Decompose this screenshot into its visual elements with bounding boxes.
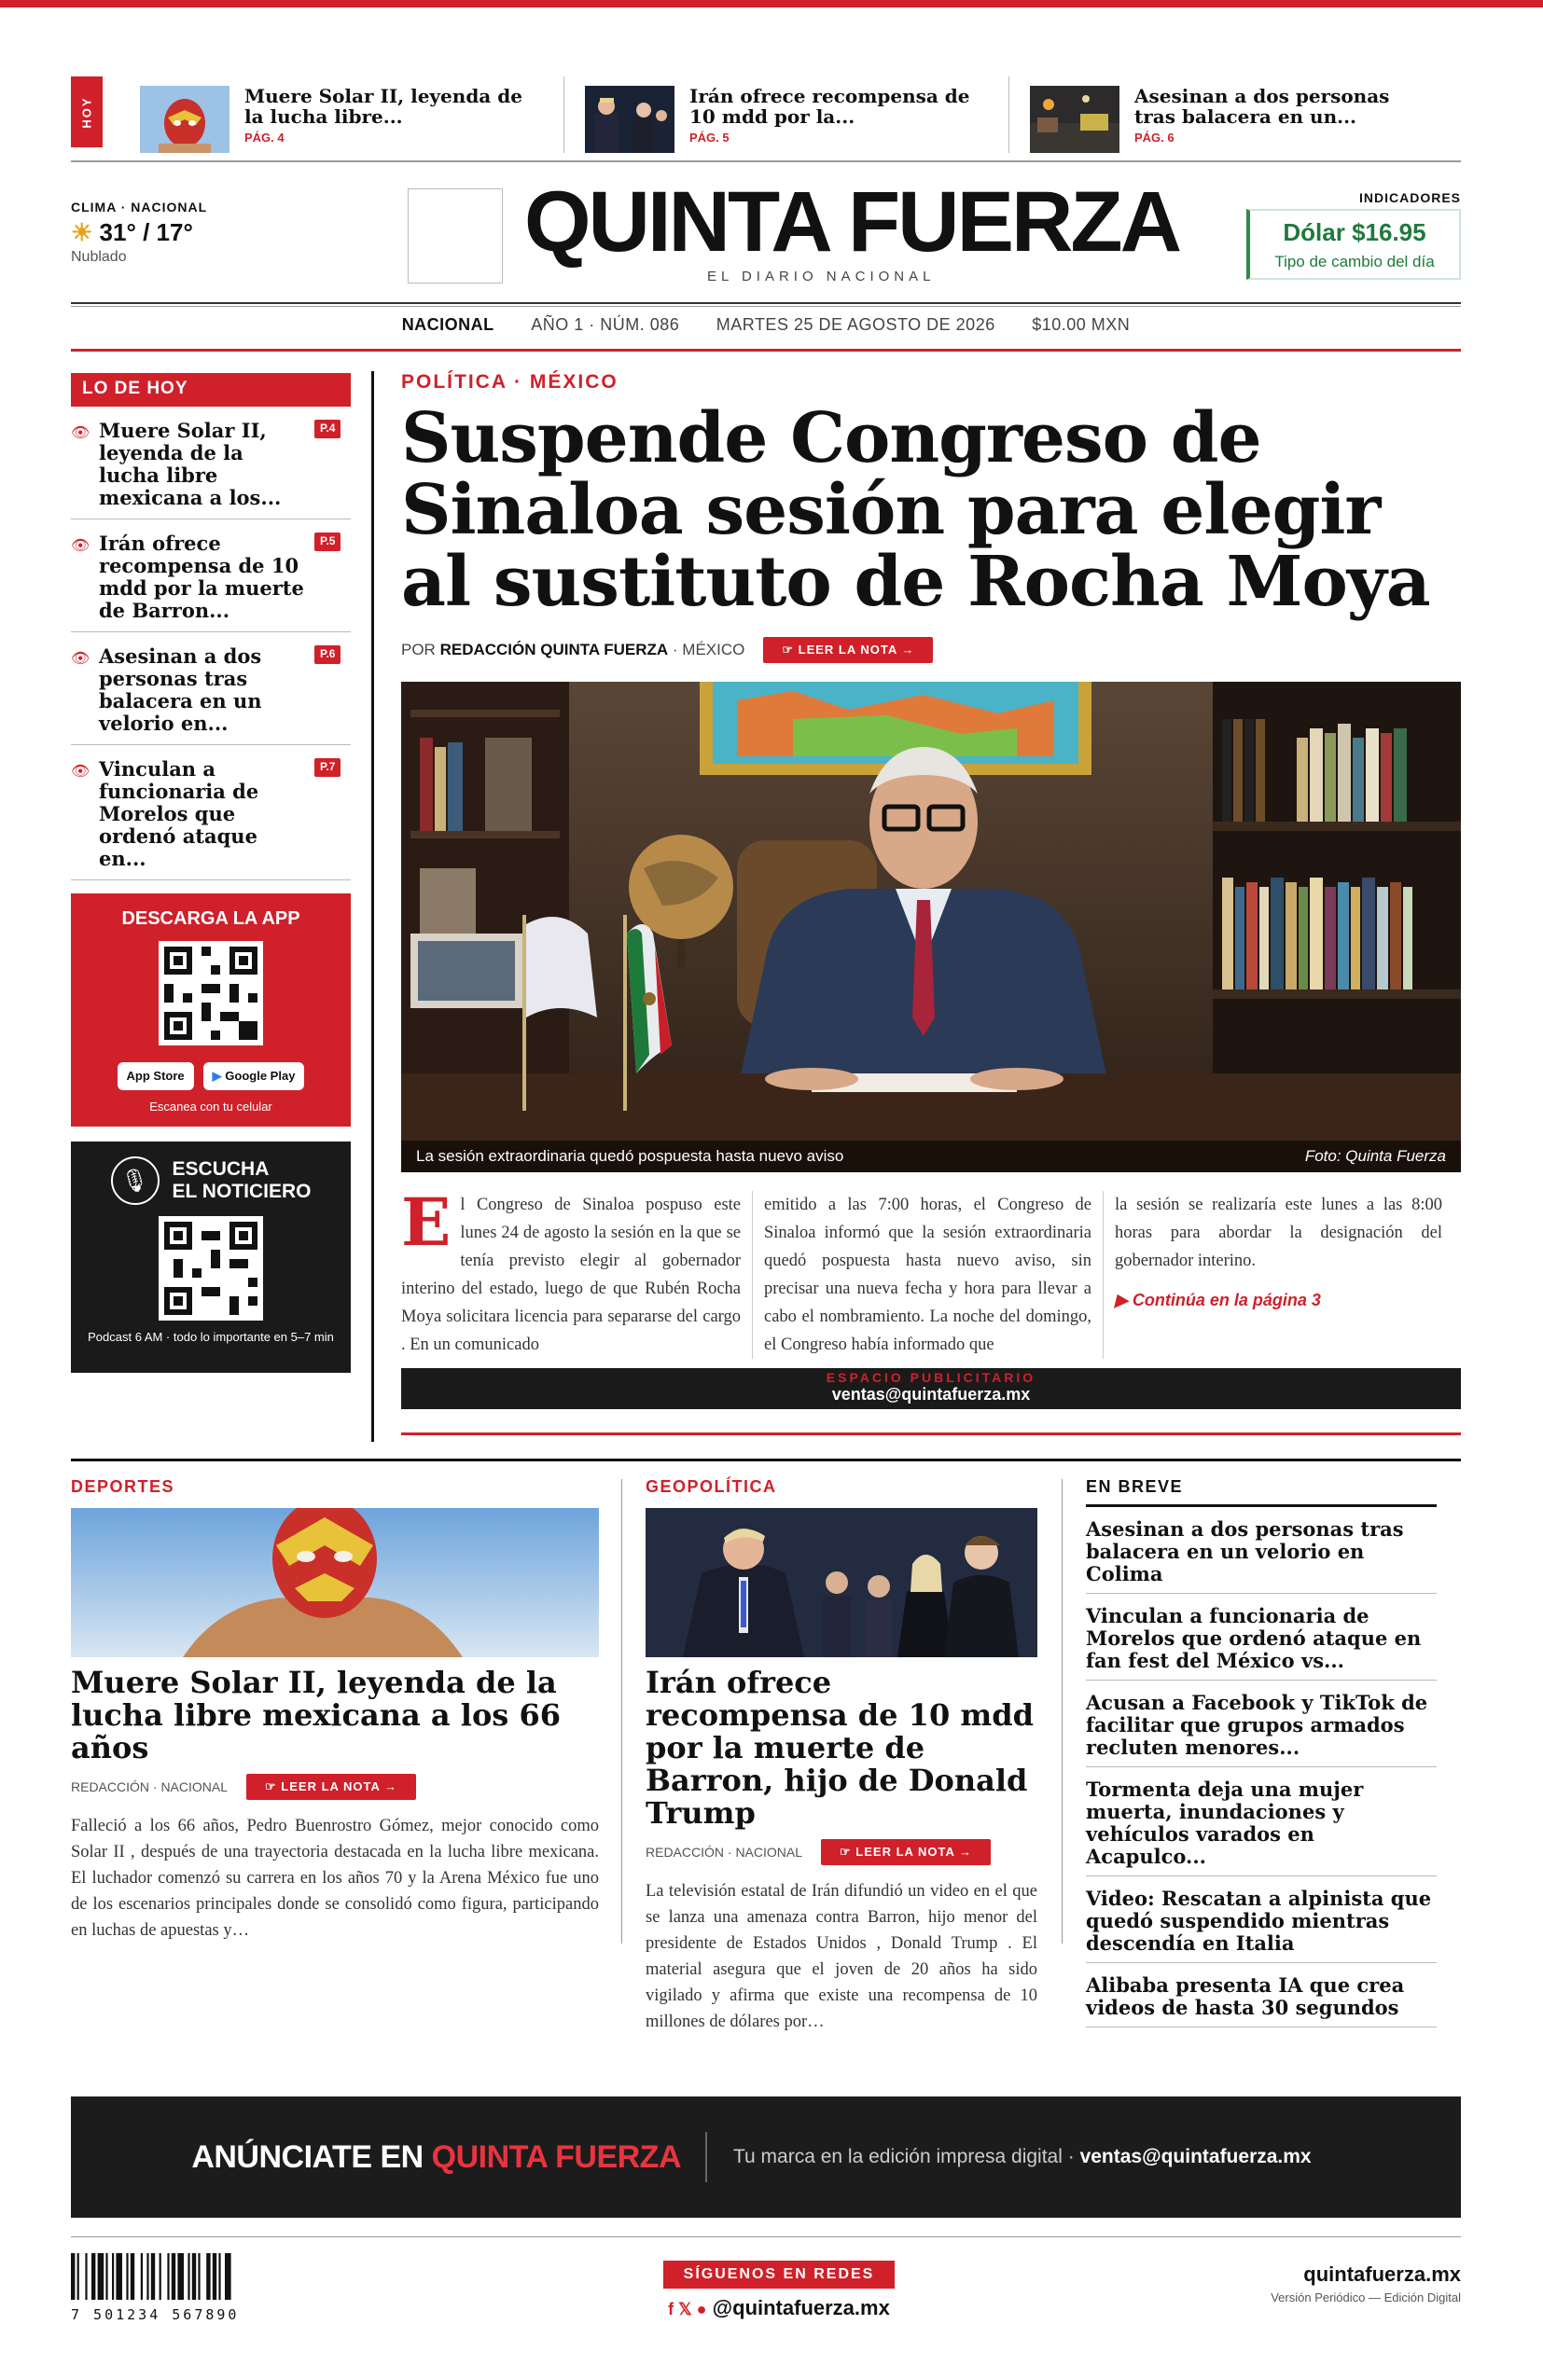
ad-label: ESPACIO PUBLICITARIO	[826, 1370, 1036, 1385]
teaser-title: Irán ofrece recompensa de 10 mdd por la...	[689, 85, 970, 128]
brief-item[interactable]: Asesinan a dos personas tras balacera en un velorio en Colima	[1086, 1507, 1437, 1594]
eye-icon: 👁	[71, 538, 90, 554]
teaser-item[interactable]	[140, 76, 543, 160]
column-divider	[621, 1479, 622, 1944]
sidebar	[71, 373, 351, 1373]
eye-icon: 👁	[71, 764, 90, 780]
trump-photo	[646, 1508, 1037, 1657]
ad-email: ventas@quintafuerza.mx	[831, 1385, 1031, 1404]
sidebar-divider	[371, 371, 374, 1442]
lead-col3-text: la sesión se realizaría este lunes a las 8:00 horas para abordar la designación del gobernador interino.	[1115, 1196, 1442, 1270]
sports-meta	[71, 1774, 599, 1800]
sports-text: Falleció a los 66 años, Pedro Buenrostro Gómez, mejor conocido como Solar II , después de una trayectoria destacada en la lucha libre mexicana. El luchador comenzó su carrera en los años 70 y la Arena México fue uno de los escenarios principales donde se consolidó como figura, participando en luchas de apuestas y…	[71, 1817, 599, 1940]
lead-kicker: POLÍTICA · MÉXICO	[401, 371, 619, 393]
social-icons[interactable]: f 𝕏 ●	[668, 2300, 707, 2318]
teaser-page: PÁG. 5	[689, 131, 730, 145]
geo-meta	[646, 1839, 1037, 1865]
footer-rule	[71, 2236, 1461, 2237]
sun-icon: ☀	[71, 218, 93, 246]
sports-section	[71, 1477, 599, 1944]
lead-article	[401, 371, 1461, 1409]
sidebar-item-title: Muere Solar II, leyenda de la lucha libre mexicana a los...	[99, 419, 282, 509]
social-block	[653, 2261, 905, 2320]
column-divider	[1062, 1479, 1063, 1944]
brief-item[interactable]: Alibaba presenta IA que crea videos de hasta 30 segundos	[1086, 1963, 1437, 2027]
brief-item[interactable]: Vinculan a funcionaria de Morelos que ordenó ataque en fan fest del México vs...	[1086, 1594, 1437, 1681]
geo-label: GEOPOLÍTICA	[646, 1477, 777, 1496]
photo-caption: La sesión extraordinaria quedó pospuesta hasta nuevo aviso	[416, 1147, 844, 1165]
geo-photo[interactable]	[646, 1508, 1037, 1657]
sports-label: DEPORTES	[71, 1477, 175, 1496]
brief-item[interactable]: Video: Rescatan a alpinista que quedó suspendido mientras descendía en Italia	[1086, 1876, 1437, 1963]
banner-right-text: Tu marca en la edición impresa digital ·	[733, 2146, 1080, 2167]
sidebar-item-page: P.4	[314, 420, 341, 438]
teaser-divider	[1008, 76, 1009, 153]
banner-left	[71, 2139, 705, 2176]
sidebar-item[interactable]	[71, 519, 351, 632]
social-handle[interactable]: @quintafuerza.mx	[712, 2296, 890, 2319]
masthead-rule-thin	[71, 306, 1461, 307]
brief-label: EN BREVE	[1086, 1477, 1437, 1507]
qr-code-icon[interactable]	[159, 941, 263, 1045]
barcode-icon	[71, 2253, 287, 2300]
drop-cap: E	[401, 1183, 452, 1261]
lead-column-1	[401, 1183, 752, 1359]
read-more-button[interactable]: ☞ LEER LA NOTA →	[821, 1839, 991, 1865]
masthead-rule	[71, 302, 1461, 304]
app-title: DESCARGA LA APP	[121, 908, 300, 929]
geo-section	[646, 1477, 1037, 2035]
wrestler-thumbnail	[140, 86, 229, 153]
dateline-issue: AÑO 1 · NÚM. 086	[531, 315, 680, 334]
lead-col2-text: emitido a las 7:00 horas, el Congreso de Sinaloa informó que la sesión extraordinaria quedó pospuesta hasta nuevo aviso, sin precisar una nueva fecha y hora para llevar a cabo el nombramiento. La noche del domingo, el Congreso había informado que	[764, 1196, 1091, 1354]
dateline-red-rule	[71, 349, 1461, 352]
podcast-title-1: ESCUCHA	[172, 1158, 270, 1180]
teaser-item[interactable]	[585, 76, 988, 160]
play-icon: ▶	[212, 1069, 222, 1083]
qr-code-icon[interactable]	[159, 1216, 263, 1321]
dateline-section: NACIONAL	[401, 315, 494, 334]
teaser-title: Muere Solar II, leyenda de la lucha libre...	[244, 85, 522, 128]
sidebar-header: LO DE HOY	[71, 373, 351, 407]
banner-left-a: ANÚNCIATE EN	[191, 2138, 432, 2175]
lead-body	[401, 1183, 1461, 1359]
sidebar-item-page: P.6	[314, 645, 341, 664]
brief-section	[1086, 1477, 1437, 2027]
microphone-icon[interactable]: 🎙	[111, 1156, 160, 1205]
app-store-button[interactable]: App Store	[118, 1062, 194, 1090]
sidebar-item-title: Asesinan a dos personas tras balacera en un velorio en...	[99, 644, 262, 735]
geo-headline[interactable]: Irán ofrece recompensa de 10 mdd por la muerte de Barron, hijo de Donald Trump	[646, 1665, 1034, 1831]
continue-link[interactable]: ▶ Continúa en la página 3	[1115, 1291, 1321, 1309]
masthead-tagline: EL DIARIO NACIONAL	[707, 269, 936, 284]
banner-left-b: QUINTA FUERZA	[431, 2138, 681, 2175]
byline-author: REDACCIÓN QUINTA FUERZA	[439, 641, 669, 658]
lead-photo[interactable]	[401, 682, 1461, 1172]
weather-temp: 31° / 17°	[99, 218, 193, 246]
dollar-value: Dólar $16.95	[1283, 218, 1426, 246]
weather-desc: Nublado	[71, 249, 127, 265]
ad-banner[interactable]	[71, 2096, 1461, 2218]
google-play-button[interactable]: ▶ Google Play	[203, 1062, 305, 1090]
banner-right	[707, 2146, 1312, 2168]
lead-bottom-rule	[401, 1432, 1461, 1435]
trump-thumbnail	[585, 86, 674, 153]
eye-icon: 👁	[71, 651, 90, 667]
app-download-box	[71, 893, 351, 1127]
sidebar-item[interactable]	[71, 745, 351, 880]
podcast-box	[71, 1142, 351, 1373]
ad-strip[interactable]	[401, 1368, 1461, 1409]
lead-headline[interactable]: Suspende Congreso de Sinaloa sesión para elegir al sustituto de Rocha Moya	[401, 398, 1430, 622]
indicators-label: INDICADORES	[1358, 190, 1461, 205]
teaser-page: PÁG. 6	[1134, 131, 1175, 145]
teaser-strip	[71, 76, 1461, 162]
sports-meta-text: REDACCIÓN · NACIONAL	[71, 1779, 229, 1794]
read-more-button[interactable]: ☞ LEER LA NOTA →	[246, 1774, 416, 1800]
top-accent-bar	[0, 0, 1543, 7]
weather-label: CLIMA · NACIONAL	[71, 200, 208, 214]
dateline-price: $10.00 MXN	[1032, 315, 1131, 334]
podcast-caption: Podcast 6 AM · todo lo importante en 5–7 min	[88, 1330, 334, 1344]
sports-headline[interactable]: Muere Solar II, leyenda de la lucha libre mexicana a los 66 años	[71, 1665, 561, 1765]
lead-column-2	[752, 1191, 1103, 1359]
podcast-title-2: EL NOTICIERO	[172, 1181, 312, 1202]
teaser-item[interactable]	[1030, 76, 1433, 160]
app-caption: Escanea con tu celular	[149, 1100, 272, 1114]
photo-credit: Foto: Quinta Fuerza	[1304, 1147, 1446, 1165]
lead-byline	[401, 637, 1461, 663]
sidebar-item-title: Irán ofrece recompensa de 10 mdd por la muerte de Barron...	[99, 532, 304, 622]
social-label: SÍGUENOS EN REDES	[663, 2261, 895, 2289]
dollar-sub: Tipo de cambio del día	[1274, 253, 1435, 270]
dollar-indicator	[1246, 209, 1461, 280]
geo-text: La televisión estatal de Irán difundió un video en el que se lanza una amenaza contra Barron, hijo menor del presidente de Estados Unidos , Donald Trump . El material asegura que el joven de 20 años ha sido vigilado y afirma que existe una recompensa de 10 millones de dólares por…	[646, 1882, 1037, 2031]
teaser-page: PÁG. 4	[244, 131, 285, 145]
sidebar-item-page: P.5	[314, 533, 341, 551]
lead-col1-text: l Congreso de Sinaloa pospuso este lunes 24 de agosto la sesión en la que se tenía previsto elegir al gobernador interino del estado, luego de que Rubén Rocha Moya solicitara licencia para separarse del cargo . En un comunicado	[401, 1196, 741, 1354]
read-more-button[interactable]: ☞ LEER LA NOTA →	[763, 637, 933, 663]
sidebar-item-title: Vinculan a funcionaria de Morelos que ordenó ataque en...	[99, 757, 259, 870]
byline-prefix: POR	[401, 641, 436, 658]
sidebar-item-page: P.7	[314, 758, 341, 777]
site-info	[1271, 2262, 1461, 2304]
site-url[interactable]: quintafuerza.mx	[1303, 2262, 1461, 2286]
brief-item[interactable]: Acusan a Facebook y TikTok de facilitar que grupos armados recluten menores...	[1086, 1681, 1437, 1767]
photo-caption-bar	[401, 1141, 1461, 1172]
byline-location: · MÉXICO	[672, 641, 745, 658]
sidebar-item[interactable]	[71, 407, 351, 519]
barcode	[71, 2253, 287, 2323]
hoy-tag: HOY	[71, 76, 103, 147]
dateline	[71, 315, 1461, 335]
geo-meta-text: REDACCIÓN · NACIONAL	[646, 1845, 803, 1860]
sidebar-item[interactable]	[71, 632, 351, 745]
barcode-number: 7 501234 567890	[71, 2306, 240, 2323]
brief-item[interactable]: Tormenta deja una mujer muerta, inundaciones y vehículos varados en Acapulco...	[1086, 1767, 1437, 1876]
wrestler-photo	[71, 1508, 599, 1657]
section-rule	[71, 1459, 1461, 1461]
teaser-title: Asesinan a dos personas tras balacera en un...	[1134, 85, 1390, 128]
street-thumbnail	[1030, 86, 1119, 153]
teaser-divider	[563, 76, 564, 153]
site-edition: Versión Periódico — Edición Digital	[1271, 2290, 1461, 2304]
sports-photo[interactable]	[71, 1508, 599, 1657]
banner-email: ventas@quintafuerza.mx	[1079, 2146, 1312, 2167]
dateline-date: MARTES 25 DE AGOSTO DE 2026	[716, 315, 995, 334]
governor-photo	[401, 682, 1461, 1172]
eye-icon: 👁	[71, 425, 90, 441]
logo-placeholder	[408, 188, 503, 284]
weather-widget	[71, 200, 207, 266]
lead-column-3	[1103, 1191, 1453, 1359]
masthead-title: QUINTA FUERZA	[524, 174, 1180, 270]
